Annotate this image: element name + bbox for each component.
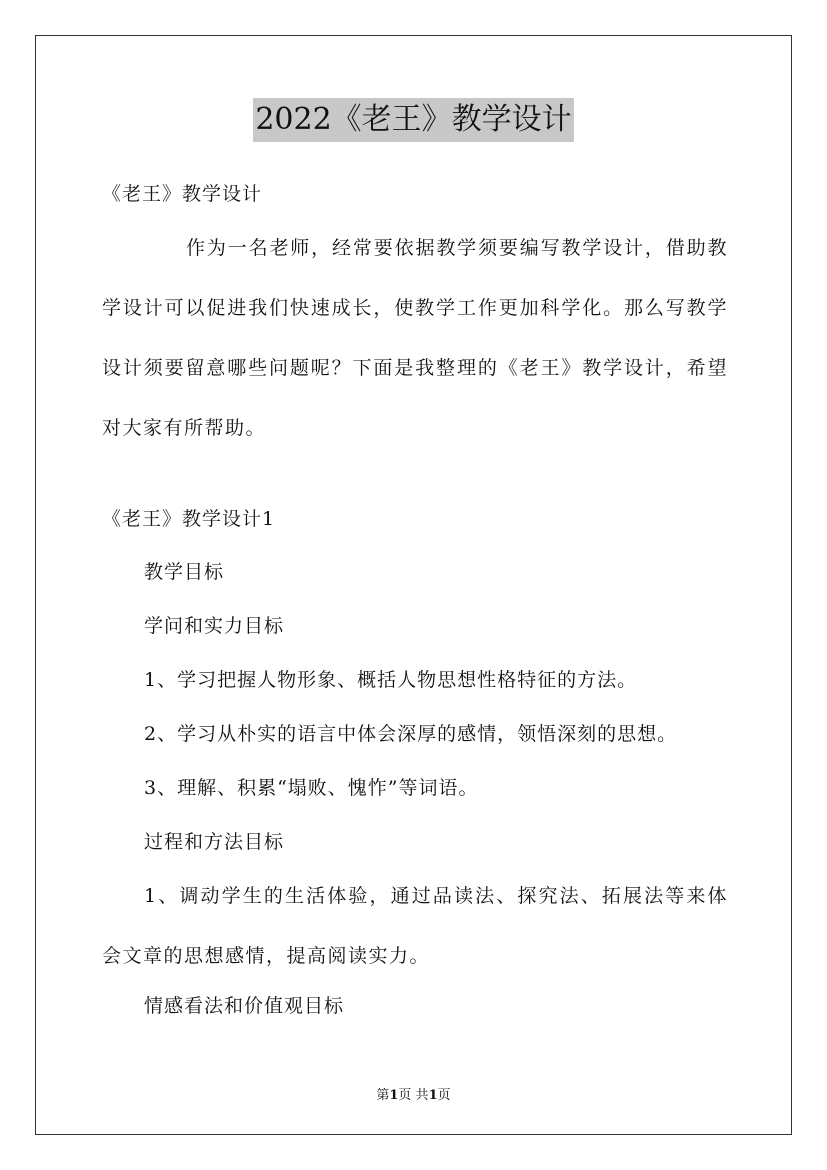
footer-page-total: 1: [428, 1088, 438, 1103]
title-wrapper: [0, 98, 827, 142]
knowledge-item: 1、学习把握人物形象、概括人物思想性格特征的方法。: [144, 669, 638, 691]
section-heading: 《老王》教学设计1: [102, 508, 276, 530]
process-item: 1、调动学生的生活体验，通过品读法、探究法、拓展法等来体会文章的思想感情，提高阅读实力。: [102, 885, 728, 967]
document-title: 2022《老王》教学设计: [253, 98, 573, 142]
emotion-heading: 情感看法和价值观目标: [144, 995, 345, 1017]
process-heading: 过程和方法目标: [144, 831, 285, 853]
intro-paragraph: 作为一名老师，经常要依据教学须要编写教学设计，借助教学设计可以促进我们快速成长，使教学工作更加科学化。那么写教学设计须要留意哪些问题呢？下面是我整理的《老王》教学设计，希望对大家有所帮助。: [102, 237, 728, 439]
footer-suffix: 页: [437, 1088, 451, 1103]
footer-prefix: 第: [376, 1088, 390, 1103]
footer-page-number: 1: [389, 1088, 399, 1103]
knowledge-heading: 学问和实力目标: [144, 615, 285, 637]
knowledge-item: 2、学习从朴实的语言中体会深厚的感情，领悟深刻的思想。: [144, 723, 678, 745]
page-footer: [0, 1084, 827, 1103]
goals-heading: 教学目标: [144, 561, 225, 583]
knowledge-item: 3、理解、积累“塌败、愧怍”等词语。: [144, 777, 479, 799]
footer-mid: 页 共: [398, 1088, 429, 1103]
document-subtitle: 《老王》教学设计: [102, 183, 263, 205]
